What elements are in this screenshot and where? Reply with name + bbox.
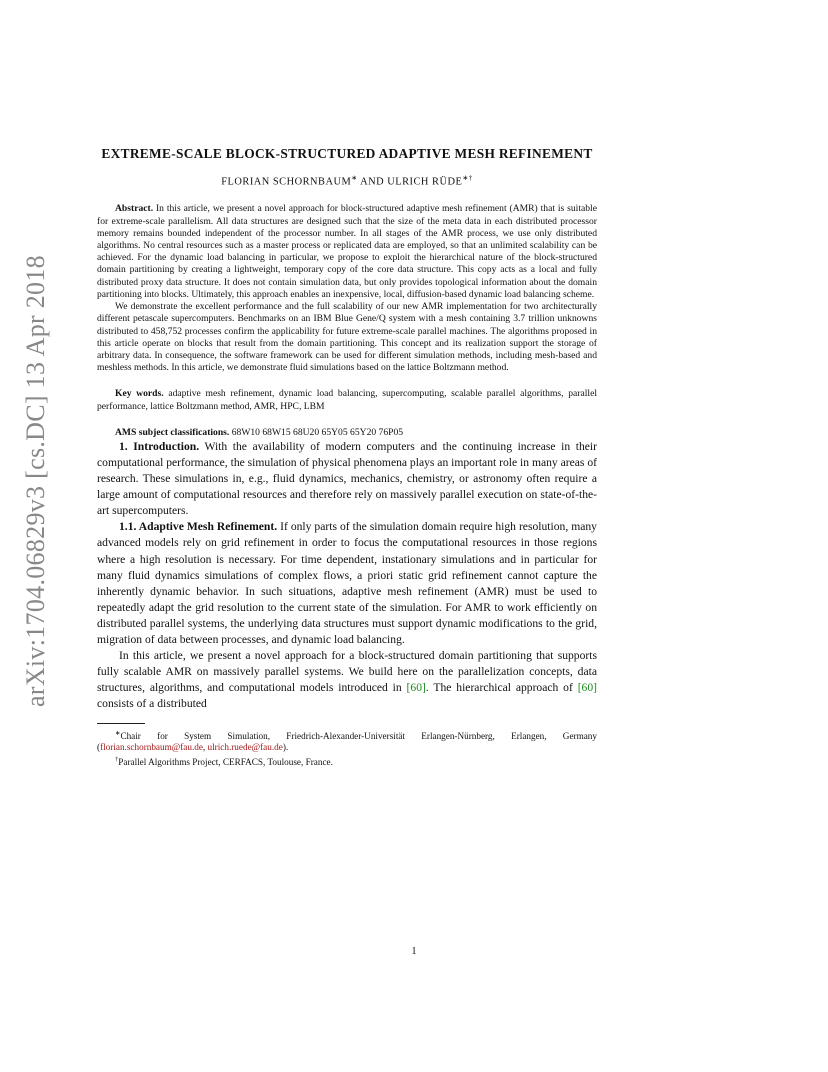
citation-60-link[interactable]: [60] [406,681,426,695]
abstract-text-1: In this article, we present a novel approach for block-structured adaptive mesh refinement (AMR) that is suitable for extreme-scale parallelism. All data structures are designed such that the size of the meta data in each distributed processor memory remains bounded independent of the processor number. In all stages of the AMR process, we use only distributed algorithms. No central resources such as a master process or replicated data are employed, so that an unlimited scalability can be achieved. For the dynamic load balancing in particular, we propose to exploit the hierarchical nature of the block-structured domain partitioning by creating a lightweight, temporary copy of the core data structure. This copy acts as a local and fully distributed proxy data structure. It does not contain simulation data, but only provides topological information about the domain partitioning into blocks. Ultimately, this approach enables an inexpensive, local, diffusion-based dynamic load balancing scheme. [97,203,597,300]
abstract-label: Abstract. [115,203,154,215]
amr-heading: 1.1. Adaptive Mesh Refinement. [119,520,278,534]
amr-p2-text-b: . The hierarchical approach of [425,681,578,695]
amr-text: If only parts of the simulation domain require high resolution, many advanced models rely on grid refinement in order to focus the computational resources in those regions where a high resolution is necessary. For time dependent, instationary simulations and in particular for many fluid dynamics simulations of complex flows, a priori static grid refinement cannot capture the inherently dynamic behavior. In such situations, adaptive mesh refinement (AMR) must be used to repeatedly adapt the grid resolution to the current state of the simulation. For AMR to work efficiently on distributed parallel systems, the underlying data structures must support dynamic modifications to the grid, migration of data between processes, and dynamic load balancing. [97,520,597,647]
email-link-schornbaum[interactable]: florian.schornbaum@fau.de [100,742,203,753]
keywords-text: adaptive mesh refinement, dynamic load balancing, supercomputing, scalable parallel algorithms, parallel performance, lattice Boltzmann method, AMR, HPC, LBM [97,388,597,412]
citation-60-link-2[interactable]: [60] [577,681,598,695]
footnote-2 [97,754,597,769]
footnote-1-text: Chair for System Simulation, Friedrich-Alexander-Universität Erlangen-Nürnberg, Erlangen, Germany ( [97,730,597,753]
abstract [97,203,597,374]
footnote-1-mark: ∗ [115,729,121,737]
footnotes [97,728,597,770]
footnote-1 [97,728,597,755]
arxiv-identifier-stamp [21,255,51,707]
footnote-2-text: Parallel Algorithms Project, CERFACS, Toulouse, France. [118,757,333,768]
paper-page [97,146,597,769]
introduction-text: With the availability of modern computers and the continuing increase in their computational performance, the simulation of physical phenomena plays an important role in many areas of research. These simulations in, e.g., fluid dynamics, mechanics, chemistry, or astronomy often require a large amount of computational resources and therefore rely on massively parallel execution on state-of-the-art supercomputers. [97,439,597,518]
footnote-1-end: ). [282,742,289,753]
amr-paragraph-1 [97,519,597,648]
introduction-paragraph [97,439,597,519]
arxiv-id-text: arXiv:1704.06829v3 [cs.DC] 13 Apr 2018 [21,255,51,707]
body-text [97,439,597,713]
footnote-divider [97,723,145,724]
email-link-ruede[interactable]: ulrich.ruede@fau.de [207,742,283,753]
author-line [97,174,597,187]
page-number: 1 [411,946,417,957]
footnote-1-sep: , [202,742,208,753]
keywords [97,388,597,412]
introduction-heading: 1. Introduction. [119,439,200,453]
amr-p2-text-a: In this article, we present a novel approach for a block-structured domain partitioning that supports fully scalable AMR on massively parallel systems. We build here on the parallelization concepts, data structures, algorithms, and computational models introduced in [97,649,597,695]
author-2-mark: ∗† [462,174,473,182]
author-2: AND ULRICH RÜDE [357,176,463,188]
amr-p2-text-c: consists of a distributed [97,697,207,711]
abstract-paragraph-2: We demonstrate the excellent performance and the full scalability of our new AMR implementation for two architecturally different petascale supercomputers. Benchmarks on an IBM Blue Gene/Q system with a mesh containing 3.7 trillion unknowns distributed to 458,752 processes confirm the applicability for future extreme-scale parallel machines. The algorithms proposed in this article operate on blocks that result from the domain partitioning. This concept and its realization support the storage of arbitrary data. In consequence, the software framework can be used for different simulation methods, including mesh-based and meshless methods. In this article, we demonstrate fluid simulations based on the lattice Boltzmann method. [97,301,597,374]
ams-label: AMS subject classifications. [115,426,230,438]
author-1-mark: ∗ [351,174,358,182]
keywords-label: Key words. [115,388,164,400]
paper-title: EXTREME-SCALE BLOCK-STRUCTURED ADAPTIVE MESH REFINEMENT [101,146,593,161]
ams-codes: 68W10 68W15 68U20 65Y05 65Y20 76P05 [231,426,404,438]
amr-paragraph-2 [97,648,597,712]
ams-classifications [97,427,597,439]
abstract-paragraph-1 [97,203,597,301]
author-1: FLORIAN SCHORNBAUM [221,176,352,188]
footnote-2-mark: † [115,756,119,764]
